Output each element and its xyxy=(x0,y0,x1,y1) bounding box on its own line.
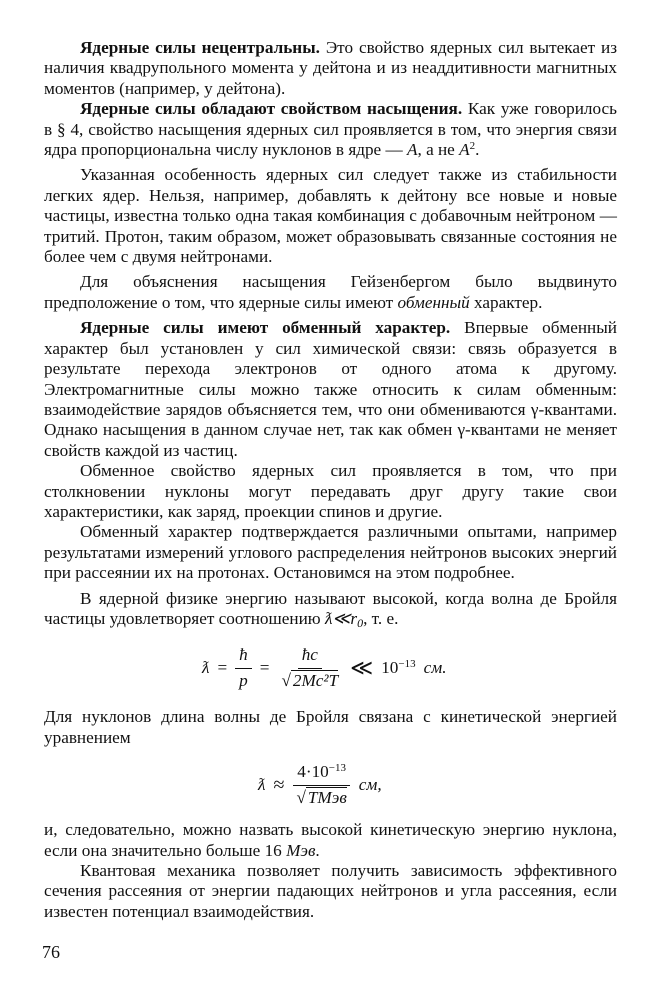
paragraph-quantum: Квантовая механика позволяет получить зависимость эффективного сечения рассеяния от энергии падающих нейтронов и угла рассеяния, если известен потенциал взаимодействия. xyxy=(44,861,617,921)
page-number: 76 xyxy=(42,942,60,962)
paragraph-nucleon-energy: и, следовательно, можно назвать высокой кинетическую энергию нуклона, если она значительно больше 16 Мэв. xyxy=(44,820,617,860)
fraction-hbar-over-p: $\frac{ħ}{p}$ xyxy=(235,645,252,691)
fraction-hbar-c: $\frac{ħc}{\text{√ 2Mc²T}}$ xyxy=(281,645,339,690)
paragraph-high-energy: В ядерной физике энергию называют высокой, когда волна де Бройля частицы удовлетворяет соотношению $ƛ≪r_0$, т. е. xyxy=(44,588,617,630)
paragraph-noncentral: Ядерные силы нецентральны. Это свойство ядерных сил вытекает из наличия квадрупольного момента у дейтона и из неаддитивности магнитных моментов (например, у дейтона). xyxy=(44,38,617,98)
paragraph-heisenberg: Для объяснения насыщения Гейзенбергом было выдвинуто предположение о том, что ядерные силы имеют обменный характер. xyxy=(44,272,617,312)
paragraph-exchange: Ядерные силы имеют обменный характер. Впервые обменный характер был установлен у сил химической связи: связь образуется в результате перехода электронов от одного атома к другому. Электромагнитные силы можно также относить к силам обменным: взаимодействие зарядов объясняется тем, что они обмениваются γ-квантами. Однако насыщения в данном случае нет, так как обмен γ-квантами не меняет свойств каждой из частиц. xyxy=(44,318,617,460)
fraction-energy: $\frac{4\cdot 10^{-13}}{\text{√ TMэв}}$ xyxy=(292,762,350,808)
paragraph-exchange-property: Обменное свойство ядерных сил проявляется в том, что при столкновении нуклоны могут передавать друг другу такие свои характеристики, как заряд, проекции спинов и другие. xyxy=(44,461,617,521)
formula-wavelength-condition: ƛ = $\frac{ħ}{p}$ = $\frac{ħc}{\text{√ 2Mc²T}}$ ≪ $10^{-13}$ см. xyxy=(202,645,447,690)
paragraph-saturation: Ядерные силы обладают свойством насыщения. Как уже говорилось в § 4, свойство насыщения ядерных сил проявляется в том, что энергия связи ядра пропорциональна числу нуклонов в ядре — A, а не $A^2$. xyxy=(44,99,617,160)
formula-wavelength-energy: ƛ ≈ $\frac{4\cdot 10^{-13}}{\text{√ TMэв}}$ см, xyxy=(258,762,382,807)
paragraph-experiments: Обменный характер подтверждается различными опытами, например результатами измерений углового распределения нейтронов высоких энергий при рассеянии их на протонах. Остановимся на этом подробнее. xyxy=(44,522,617,583)
paragraph-light-nuclei: Указанная особенность ядерных сил следует также из стабильности легких ядер. Нельзя, например, добавлять к дейтону все новые и новые частицы, известна только одна такая комбинация с добавочным нейтроном — тритий. Протон, таким образом, может образовывать связанные состояния не более чем с двумя нейтронами. xyxy=(44,165,617,267)
heading-saturation: Ядерные силы обладают свойством насыщения. xyxy=(80,99,463,119)
paragraph-de-broglie: Для нуклонов длина волны де Бройля связана с кинетической энергией уравнением xyxy=(44,707,617,747)
heading-exchange: Ядерные силы имеют обменный характер. xyxy=(80,318,451,338)
page-text xyxy=(44,38,617,922)
heading-noncentral: Ядерные силы нецентральны. xyxy=(80,38,320,57)
